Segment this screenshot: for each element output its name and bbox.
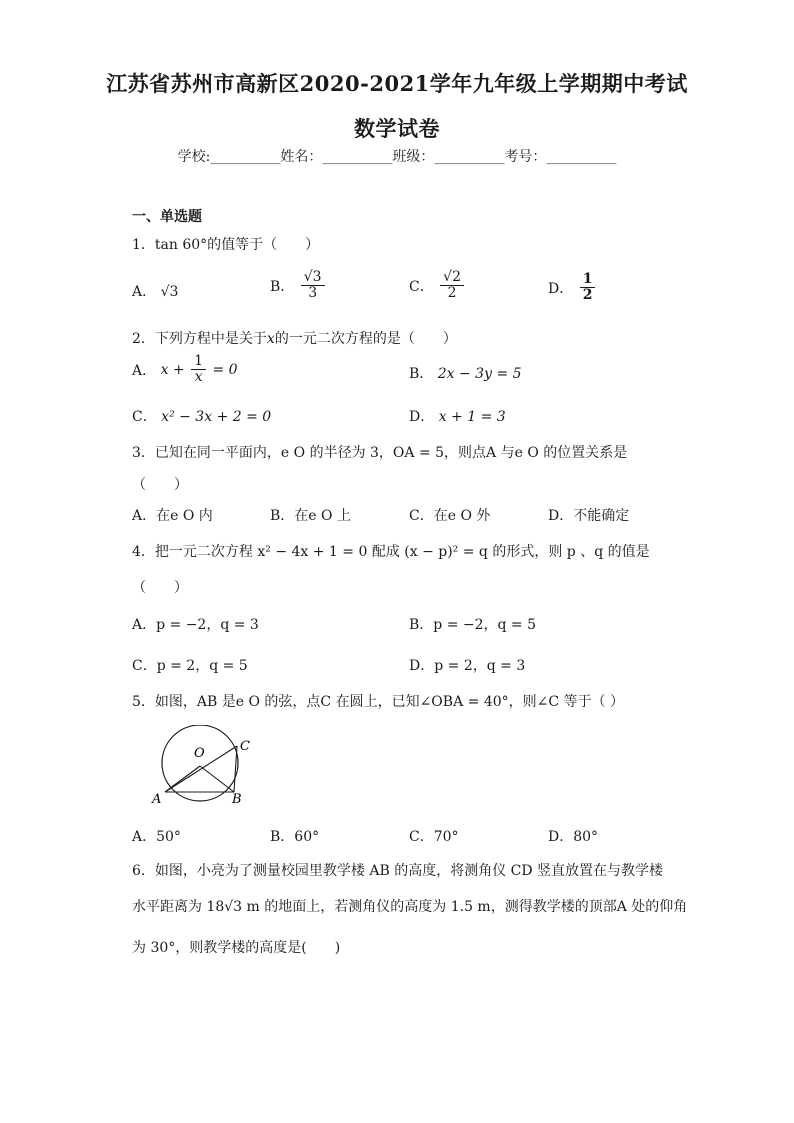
question-4-stem-cont: （ ）	[132, 580, 188, 596]
numerator: 1	[191, 354, 206, 370]
exam-title-line1: 江苏省苏州市高新区2020-2021学年九年级上学期期中考试	[106, 71, 688, 96]
option-letter: D．	[548, 280, 574, 297]
question-3-stem: 3．已知在同一平面内，e O 的半径为 3，OA = 5，则点A 与e O 的位置关系是	[132, 445, 628, 461]
question-6-line1: 6．如图，小亮为了测量校园里教学楼 AB 的高度，将测角仪 CD 竖直放置在与教学楼	[132, 863, 664, 879]
stem-text: 2．下列方程中是关于	[132, 331, 267, 347]
denominator: 2	[447, 285, 457, 302]
radius-ob	[200, 766, 234, 792]
q1-option-d	[548, 272, 597, 304]
label-b: B	[232, 792, 242, 807]
denominator: 2	[582, 287, 593, 304]
q2-option-a	[132, 354, 238, 386]
fraction	[440, 270, 464, 302]
option-letter: A．	[132, 284, 157, 300]
expr-part: = 0	[212, 361, 238, 378]
option-letter: D．	[409, 409, 435, 425]
q5-option-a: A．50°	[132, 829, 181, 845]
fraction	[191, 354, 206, 386]
exam-title-line2: 数学试卷	[354, 116, 440, 141]
q3-option-a: A．在e O 内	[132, 508, 213, 524]
label-a: A	[152, 792, 162, 807]
q1-option-b	[270, 270, 327, 302]
numerator: 1	[580, 272, 596, 288]
q3-option-b: B．在e O 上	[270, 508, 351, 524]
question-1-stem: 1．tan 60°的值等于（ ）	[132, 237, 320, 253]
option-letter: C．	[409, 278, 434, 295]
student-info-line: 学校:__________姓名：__________班级：__________考号：__________	[177, 149, 617, 165]
question-2-stem	[132, 328, 457, 348]
q5-option-b: B．60°	[270, 829, 320, 845]
stem-variable: x	[266, 331, 275, 347]
q4-option-c: C．p = 2，q = 5	[132, 658, 248, 674]
option-value: x + 1 = 3	[438, 409, 506, 425]
numerator: √2	[440, 270, 464, 286]
option-value: √3	[160, 284, 179, 300]
q2-option-c	[132, 406, 271, 426]
numerator: √3	[301, 270, 325, 286]
section-heading: 一、单选题	[132, 209, 202, 225]
q1-option-c	[409, 270, 466, 302]
option-value: 2x − 3y = 5	[437, 366, 522, 382]
circle-o	[162, 725, 238, 801]
denominator: 3	[308, 285, 318, 302]
q4-option-a: A．p = −2，q = 3	[132, 617, 259, 633]
question-6-line2: 水平距离为 18√3 m 的地面上，若测角仪的高度为 1.5 m，测得教学楼的顶部A 处的仰角	[132, 899, 688, 915]
option-value: x² − 3x + 2 = 0	[161, 409, 272, 425]
q2-option-b	[409, 363, 522, 383]
q4-option-d: D．p = 2，q = 3	[409, 658, 526, 674]
denominator: x	[194, 369, 203, 386]
q4-option-b: B．p = −2，q = 5	[409, 617, 537, 633]
expr-part: x +	[160, 361, 185, 378]
q5-option-d: D．80°	[548, 829, 599, 845]
question-3-stem-cont: （ ）	[132, 477, 188, 493]
option-letter: A．	[132, 362, 157, 379]
segment-bc	[234, 746, 237, 792]
question-4-stem: 4．把一元二次方程 x² − 4x + 1 = 0 配成 (x − p)² = q 的形式，则 p 、q 的值是	[132, 544, 650, 560]
q2-option-d	[409, 406, 506, 426]
option-letter: C．	[132, 409, 157, 425]
fraction	[301, 270, 325, 302]
label-o: O	[194, 746, 205, 761]
option-letter: B．	[409, 366, 434, 382]
q3-option-c: C．在e O 外	[409, 508, 491, 524]
q5-option-c: C．70°	[409, 829, 459, 845]
q3-option-d: D．不能确定	[548, 508, 630, 524]
stem-text: 的一元二次方程的是（ ）	[274, 331, 457, 347]
label-c: C	[240, 739, 250, 754]
fraction	[580, 272, 596, 304]
question-6-line3: 为 30°，则教学楼的高度是( )	[132, 940, 341, 956]
option-letter: B．	[270, 278, 295, 295]
circle-figure	[145, 725, 260, 810]
q1-option-a	[132, 281, 178, 301]
question-5-stem: 5．如图，AB 是e O 的弦，点C 在圆上，已知∠OBA = 40°，则∠C 等于（ ）	[132, 694, 624, 710]
